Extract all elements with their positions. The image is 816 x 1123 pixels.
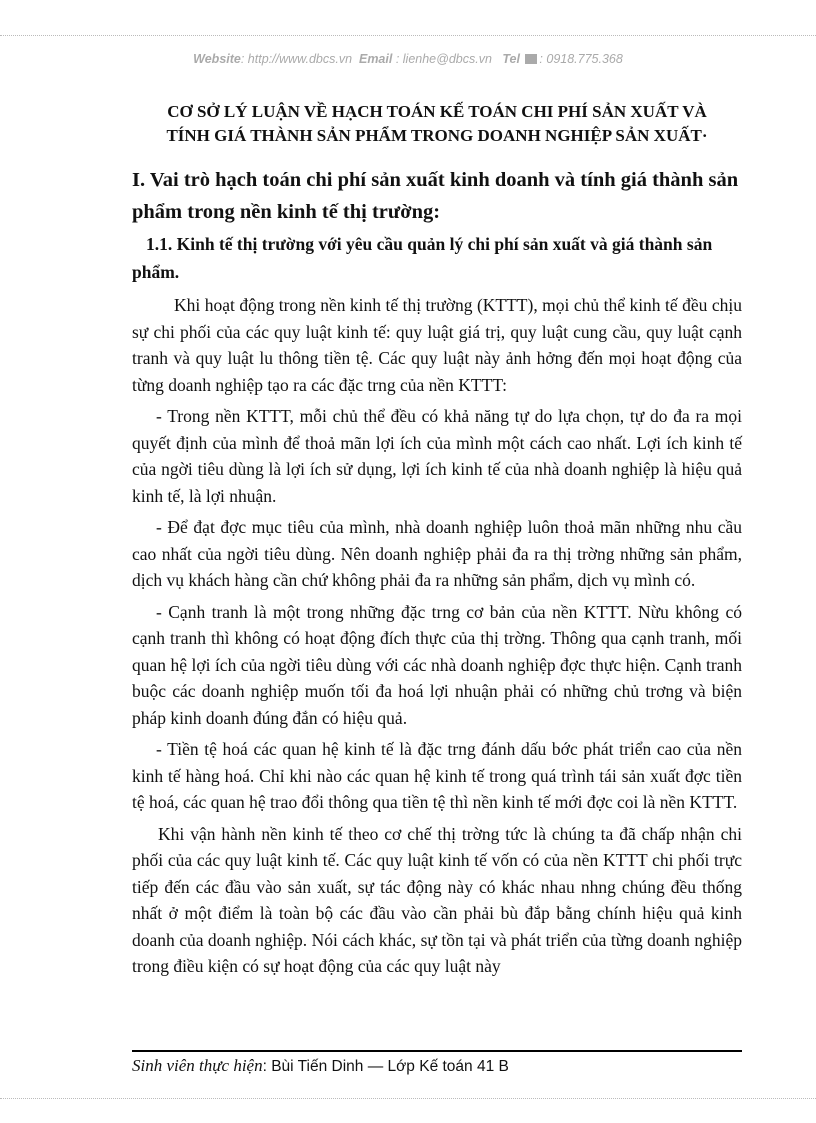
bottom-dotted-rule bbox=[0, 1098, 816, 1099]
tel-value: : 0918.775.368 bbox=[539, 52, 623, 66]
footer-name-class: : Bùi Tiến Dinh — Lớp Kế toán 41 B bbox=[262, 1058, 509, 1075]
paragraph: Khi hoạt động trong nền kinh tế thị trường (KTTT), mọi chủ thể kinh tế đều chịu sự chi phối của các quy luật kinh tế: quy luật giá trị, quy luật cung cầu, quy luật cạnh tranh và quy luật lu thông tiền tệ. Các quy luật này ảnh hởng đến mọi hoạt động của từng doanh nghiệp tạo ra các đặc trng của nền KTTT: bbox=[132, 295, 742, 395]
page-header bbox=[0, 52, 816, 66]
document-body bbox=[132, 100, 742, 985]
tel-label: Tel bbox=[502, 52, 520, 66]
website-value[interactable]: : http://www.dbcs.vn bbox=[240, 52, 353, 66]
website-label: Website bbox=[193, 52, 241, 66]
paragraph: - Tiền tệ hoá các quan hệ kinh tế là đặc trng đánh dấu bớc phát triển cao của nền kinh tế hàng hoá. Chỉ khi nào các quan hệ kinh tế trong quá trình tái sản xuất đợc tiền tệ hoá, các quan hệ trao đổi thông qua tiền tệ thì nền kinh tế mới đợc coi là nền KTTT. bbox=[132, 739, 742, 812]
document-title bbox=[132, 100, 742, 148]
paragraph: - Trong nền KTTT, mỗi chủ thể đều có khả năng tự do lựa chọn, tự do đa ra mọi quyết định của mình để thoả mãn lợi ích của mình một cách cao nhất. Lợi ích kinh tế của ngời tiêu dùng là lợi ích sử dụng, lợi ích kinh tế của nhà doanh nghiệp là hiệu quả kinh tế, là lợi nhuận. bbox=[132, 406, 742, 506]
section-heading: I. Vai trò hạch toán chi phí sản xuất kinh doanh và tính giá thành sản phẩm trong nền kinh tế thị trường: bbox=[132, 169, 739, 223]
paragraph: Khi vận hành nền kinh tế theo cơ chế thị trờng tức là chúng ta đã chấp nhận chi phối của các quy luật kinh tế. Các quy luật kinh tế vốn có của nền KTTT chi phối trực tiếp đến các đầu vào sản xuất, sự tác động này có khác nhau nhng chúng đều thống nhất ở một điểm là toàn bộ các đầu vào cần phải bù đắp bằng chính hiệu quả kinh doanh của doanh nghiệp. Nói cách khác, sự tồn tại và phát triển của từng doanh nghiệp trong điều kiện có sự hoạt động của các quy luật này bbox=[132, 823, 742, 976]
title-line-2: TÍNH GIÁ THÀNH SẢN PHẨM TRONG DOANH NGHIỆP SẢN XUẤT· bbox=[166, 126, 708, 145]
page-footer bbox=[132, 1056, 509, 1076]
paragraph: - Để đạt đợc mục tiêu của mình, nhà doanh nghiệp luôn thoả mãn những nhu cầu cao nhất của ngời tiêu dùng. Nên doanh nghiệp phải đa ra thị trờng những sản phẩm, dịch vụ khách hàng cần chứ không phải đa ra những sản phẩm, dịch vụ mình có. bbox=[132, 517, 742, 590]
footer-role-label: Sinh viên thực hiện bbox=[132, 1056, 263, 1075]
paragraph: - Cạnh tranh là một trong những đặc trng cơ bản của nền KTTT. Nừu không có cạnh tranh thì không có hoạt động đích thực của thị trờng. Thông qua cạnh tranh, mối quan hệ lợi ích của ngời tiêu dùng với các nhà doanh nghiệp đợc thực hiện. Cạnh tranh buộc các doanh nghiệp muốn tối đa hoá lợi nhuận phải có những chủ trơng và biện pháp kinh doanh đúng đắn có hiệu quả. bbox=[132, 601, 742, 728]
footer-rule bbox=[132, 1050, 742, 1052]
email-label: Email bbox=[358, 52, 393, 66]
top-dotted-rule bbox=[0, 35, 816, 36]
email-value[interactable]: : lienhe@dbcs.vn bbox=[395, 52, 492, 66]
title-line-1: CƠ SỞ LÝ LUẬN VỀ HẠCH TOÁN KẾ TOÁN CHI PHÍ SẢN XUẤT VÀ bbox=[167, 102, 707, 121]
subsection-heading: 1.1. Kinh tế thị trường với yêu cầu quản lý chi phí sản xuất và giá thành sản phẩm. bbox=[132, 234, 713, 282]
phone-icon bbox=[525, 54, 537, 64]
